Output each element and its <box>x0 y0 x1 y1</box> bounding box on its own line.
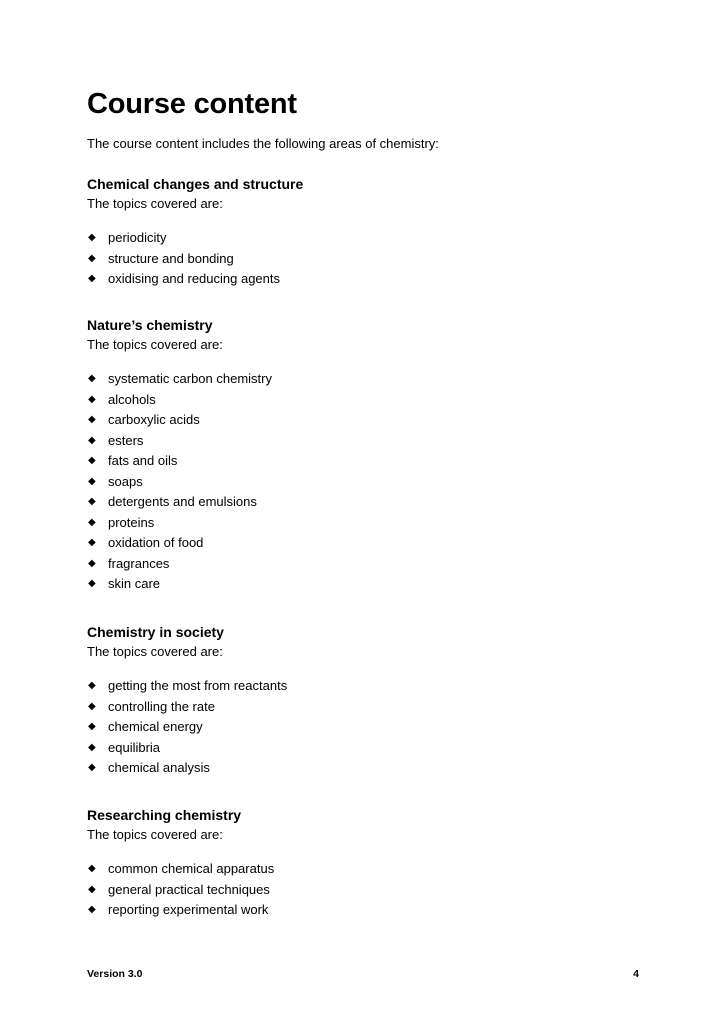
diamond-bullet-icon: ◆ <box>88 578 96 589</box>
topic-label: common chemical apparatus <box>108 861 275 876</box>
list-item <box>87 390 647 411</box>
diamond-bullet-icon: ◆ <box>88 393 96 405</box>
section-subtitle: The topics covered are: <box>87 644 223 659</box>
list-item <box>87 900 647 921</box>
topic-list <box>87 676 647 779</box>
diamond-bullet-icon: ◆ <box>88 273 96 284</box>
section-subtitle: The topics covered are: <box>87 827 223 842</box>
diamond-bullet-icon: ◆ <box>88 475 96 487</box>
section-chemical-changes <box>87 174 647 290</box>
diamond-bullet-icon: ◆ <box>88 762 96 773</box>
topic-label: equilibria <box>108 739 161 755</box>
list-item <box>87 533 647 554</box>
topic-label: soaps <box>108 473 143 489</box>
topic-label: chemical analysis <box>108 760 210 775</box>
list-item <box>87 431 647 452</box>
topic-list <box>87 369 647 595</box>
list-item <box>87 859 647 880</box>
topic-label: structure and bonding <box>108 250 234 266</box>
diamond-bullet-icon: ◆ <box>88 680 96 691</box>
section-heading: Chemical changes and structure <box>87 176 304 192</box>
diamond-bullet-icon: ◆ <box>88 232 96 243</box>
list-item <box>87 410 647 431</box>
topic-label: general practical techniques <box>108 881 270 897</box>
topic-label: esters <box>108 432 144 448</box>
diamond-bullet-icon: ◆ <box>88 414 96 425</box>
list-item <box>87 738 647 759</box>
topic-label: alcohols <box>108 391 156 407</box>
page-number: 4 <box>633 968 639 980</box>
list-item <box>87 574 647 595</box>
diamond-bullet-icon: ◆ <box>88 537 96 548</box>
topic-label: detergents and emulsions <box>108 494 257 509</box>
section-researching-chemistry <box>87 805 647 921</box>
topic-label: skin care <box>108 576 161 591</box>
list-item <box>87 697 647 718</box>
list-item <box>87 880 647 901</box>
topic-label: fats and oils <box>108 453 178 468</box>
footer-version: Version 3.0 <box>87 968 143 980</box>
list-item <box>87 513 647 534</box>
list-item <box>87 554 647 575</box>
diamond-bullet-icon: ◆ <box>88 863 96 874</box>
section-chemistry-in-society <box>87 622 647 779</box>
intro-text: The course content includes the following areas of chemistry: <box>87 136 439 151</box>
topic-label: periodicity <box>108 230 167 245</box>
diamond-bullet-icon: ◆ <box>88 700 96 712</box>
diamond-bullet-icon: ◆ <box>88 434 96 446</box>
page-title: Course content <box>87 88 297 120</box>
list-item <box>87 492 647 513</box>
topic-label: chemical energy <box>108 719 203 734</box>
list-item <box>87 249 647 270</box>
list-item <box>87 717 647 738</box>
diamond-bullet-icon: ◆ <box>88 721 96 732</box>
diamond-bullet-icon: ◆ <box>88 373 96 384</box>
topic-list <box>87 228 647 290</box>
topic-label: oxidising and reducing agents <box>108 271 281 286</box>
section-heading: Researching chemistry <box>87 807 242 823</box>
section-heading: Chemistry in society <box>87 624 224 640</box>
section-natures-chemistry <box>87 315 647 595</box>
diamond-bullet-icon: ◆ <box>88 741 96 753</box>
diamond-bullet-icon: ◆ <box>88 516 96 528</box>
diamond-bullet-icon: ◆ <box>88 883 96 895</box>
topic-label: oxidation of food <box>108 535 204 550</box>
list-item <box>87 369 647 390</box>
topic-label: getting the most from reactants <box>108 678 288 693</box>
topic-label: reporting experimental work <box>108 902 269 917</box>
list-item <box>87 758 647 779</box>
topic-label: proteins <box>108 514 155 530</box>
list-item <box>87 451 647 472</box>
diamond-bullet-icon: ◆ <box>88 557 96 569</box>
section-subtitle: The topics covered are: <box>87 337 223 352</box>
diamond-bullet-icon: ◆ <box>88 496 96 507</box>
list-item <box>87 472 647 493</box>
topic-label: fragrances <box>108 555 170 571</box>
diamond-bullet-icon: ◆ <box>88 455 96 466</box>
list-item <box>87 269 647 290</box>
diamond-bullet-icon: ◆ <box>88 252 96 264</box>
section-heading: Nature’s chemistry <box>87 317 213 333</box>
section-subtitle: The topics covered are: <box>87 196 223 211</box>
list-item <box>87 676 647 697</box>
topic-list <box>87 859 647 921</box>
list-item <box>87 228 647 249</box>
topic-label: controlling the rate <box>108 698 215 714</box>
diamond-bullet-icon: ◆ <box>88 904 96 915</box>
topic-label: carboxylic acids <box>108 412 200 427</box>
topic-label: systematic carbon chemistry <box>108 371 272 386</box>
